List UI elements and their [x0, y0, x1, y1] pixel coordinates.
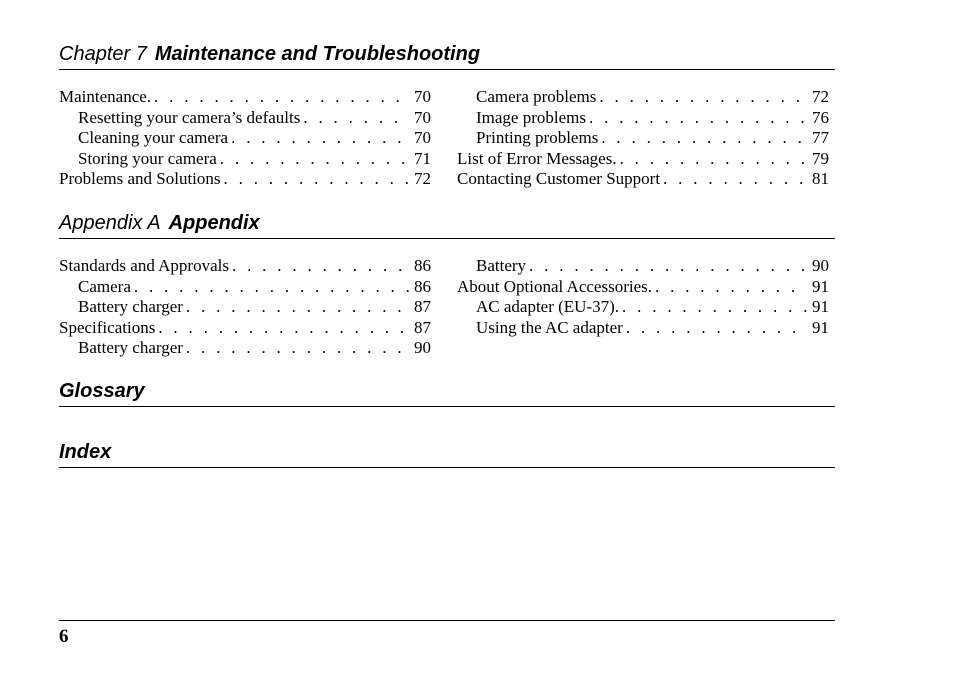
toc-entry[interactable] — [59, 87, 431, 108]
toc-entry[interactable] — [457, 87, 829, 108]
dot-leader — [221, 169, 409, 190]
dot-leader — [300, 108, 409, 129]
toc-entry-page: 90 — [414, 338, 431, 357]
dot-leader — [596, 87, 807, 108]
toc-entry-label: Maintenance. — [59, 87, 152, 106]
toc-entry[interactable] — [59, 277, 431, 298]
dot-leader — [151, 87, 409, 108]
toc-entry-label: Battery charger — [78, 297, 183, 316]
dot-leader — [586, 108, 807, 129]
toc-entry-label: Battery charger — [78, 338, 183, 357]
dot-leader — [155, 318, 409, 339]
toc-entry-page: 86 — [414, 276, 431, 296]
toc-entry-label: Camera problems — [476, 87, 597, 106]
chapter-7-right-column — [457, 87, 829, 190]
toc-entry[interactable] — [457, 169, 829, 190]
glossary-heading — [59, 378, 835, 407]
chapter-7-prefix: Chapter 7 — [59, 43, 147, 65]
toc-entry[interactable] — [59, 297, 431, 318]
footer-rule — [59, 620, 835, 621]
toc-entry[interactable] — [59, 318, 431, 339]
toc-entry-page: 72 — [812, 87, 829, 106]
dot-leader — [217, 149, 409, 170]
toc-entry-page: 76 — [812, 107, 829, 127]
toc-entry-page: 81 — [812, 169, 829, 188]
toc-entry-label: Contacting Customer Support — [457, 169, 661, 188]
toc-entry-page: 87 — [414, 317, 431, 337]
dot-leader — [652, 277, 807, 298]
toc-entry-page: 90 — [812, 256, 829, 275]
toc-entry-page: 86 — [414, 256, 431, 275]
toc-entry[interactable] — [59, 256, 431, 277]
dot-leader — [131, 277, 409, 298]
dot-leader — [183, 297, 409, 318]
toc-entry-label: Standards and Approvals — [59, 256, 229, 275]
toc-entry-page: 70 — [414, 87, 431, 106]
toc-entry-page: 72 — [414, 169, 431, 188]
chapter-7-left-column — [59, 87, 431, 190]
toc-entry-page: 91 — [812, 317, 829, 337]
toc-entry-label: AC adapter (EU-37). — [476, 297, 620, 316]
dot-leader — [660, 169, 807, 190]
toc-entry[interactable] — [59, 338, 431, 359]
toc-entry-page: 71 — [414, 148, 431, 168]
toc-entry-label: Using the AC adapter — [476, 317, 623, 337]
toc-entry[interactable] — [457, 256, 829, 277]
toc-entry-label: Battery — [476, 256, 527, 275]
toc-entry[interactable] — [59, 149, 431, 170]
toc-entry-label: Storing your camera — [78, 148, 217, 168]
index-title[interactable]: Index — [59, 441, 112, 463]
toc-entry-label: Problems and Solutions — [59, 169, 221, 188]
toc-entry[interactable] — [457, 149, 829, 170]
toc-entry[interactable] — [59, 108, 431, 129]
dot-leader — [228, 128, 409, 149]
toc-entry[interactable] — [457, 108, 829, 129]
toc-entry[interactable] — [457, 128, 829, 149]
toc-entry-page: 91 — [812, 276, 829, 296]
toc-entry-label: Image problems — [476, 107, 586, 127]
appendix-a-left-column — [59, 256, 431, 359]
toc-entry-page: 87 — [414, 297, 431, 316]
toc-entry-label: Specifications — [59, 317, 156, 337]
chapter-7-title[interactable]: Maintenance and Troubleshooting — [154, 43, 481, 65]
toc-entry-label: About Optional Accessories. — [457, 276, 652, 296]
toc-entry-label: List of Error Messages. — [457, 148, 617, 168]
glossary-title[interactable]: Glossary — [59, 380, 145, 402]
appendix-a-title[interactable]: Appendix — [168, 212, 260, 234]
toc-entry-page: 70 — [414, 107, 431, 127]
toc-entry-label: Camera — [78, 276, 131, 296]
toc-entry-label: Resetting your camera’s defaults — [78, 107, 301, 127]
toc-entry[interactable] — [59, 128, 431, 149]
chapter-7-heading — [59, 41, 835, 70]
dot-leader — [619, 297, 807, 318]
toc-entry-page: 91 — [812, 297, 829, 316]
dot-leader — [598, 128, 807, 149]
page-number: 6 — [59, 626, 69, 647]
dot-leader — [617, 149, 807, 170]
toc-entry[interactable] — [59, 169, 431, 190]
dot-leader — [183, 338, 409, 359]
toc-entry-label: Cleaning your camera — [78, 128, 229, 147]
appendix-a-right-column — [457, 256, 829, 338]
toc-entry[interactable] — [457, 297, 829, 318]
toc-entry[interactable] — [457, 318, 829, 339]
dot-leader — [526, 256, 807, 277]
dot-leader — [623, 318, 807, 339]
index-heading — [59, 439, 835, 468]
toc-entry-page: 77 — [812, 128, 829, 147]
toc-entry-label: Printing problems — [476, 128, 599, 147]
toc-entry-page: 70 — [414, 128, 431, 147]
appendix-a-prefix: Appendix A — [59, 212, 161, 234]
appendix-a-heading — [59, 210, 835, 239]
toc-entry-page: 79 — [812, 148, 829, 168]
dot-leader — [229, 256, 409, 277]
toc-entry[interactable] — [457, 277, 829, 298]
